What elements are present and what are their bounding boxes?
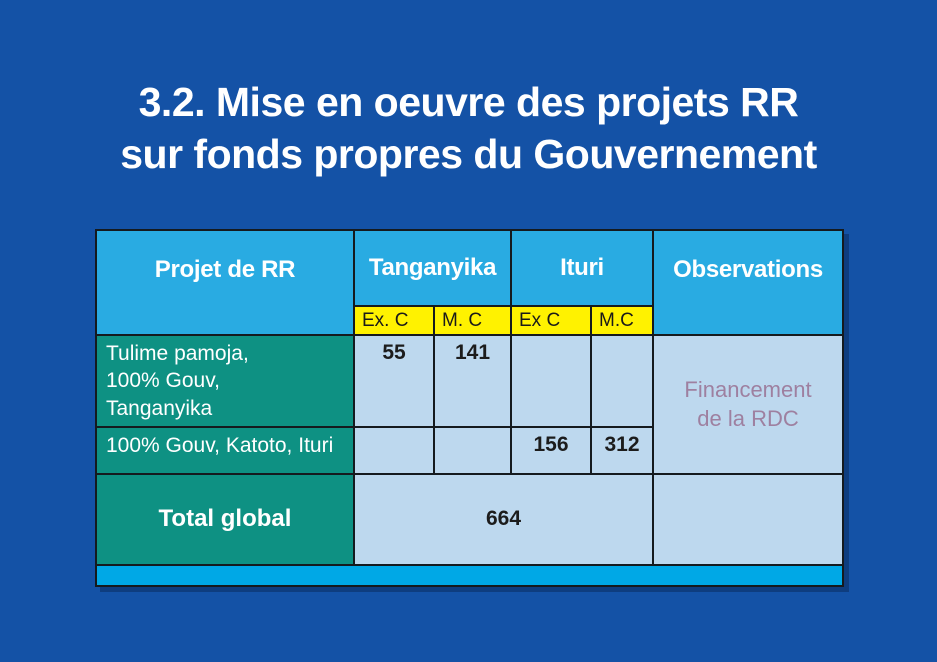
cell-katoto-ituri-ex: 156 <box>511 427 591 474</box>
subheader-cell-ituri-m-c: M.C <box>591 306 653 335</box>
subheader-cell-ituri-ex-c: Ex C <box>511 306 591 335</box>
cell-katoto-tanganyika-mc <box>434 427 511 474</box>
header-cell-ituri: Ituri <box>511 230 653 306</box>
cell-tulime-ituri-ex <box>511 335 591 427</box>
header-cell-observations: Observations <box>653 230 843 335</box>
observations-note-cell: Financement de la RDC <box>653 335 843 474</box>
table-header-row <box>96 230 843 306</box>
subheader-cell-tanganyika-m-c: M. C <box>434 306 511 335</box>
cell-tulime-tanganyika-mc: 141 <box>434 335 511 427</box>
table-footer-bar-row <box>96 565 843 586</box>
table-total-row <box>96 474 843 565</box>
slide-title-line-1: 3.2. Mise en oeuvre des projets RR <box>138 79 799 125</box>
projects-table <box>95 229 844 587</box>
total-observations-empty-cell <box>653 474 843 565</box>
total-label-cell: Total global <box>96 474 354 565</box>
header-cell-projet-de-rr: Projet de RR <box>96 230 354 335</box>
cell-tulime-tanganyika-ex: 55 <box>354 335 434 427</box>
cell-katoto-ituri-mc: 312 <box>591 427 653 474</box>
cell-katoto-tanganyika-ex <box>354 427 434 474</box>
row-label-tulime-pamoja: Tulime pamoja, 100% Gouv, Tanganyika <box>96 335 354 427</box>
slide-title <box>0 76 937 181</box>
header-cell-tanganyika: Tanganyika <box>354 230 511 306</box>
slide-title-line-2: sur fonds propres du Gouvernement <box>120 131 817 178</box>
table-footer-bar <box>96 565 843 586</box>
subheader-cell-tanganyika-ex-c: Ex. C <box>354 306 434 335</box>
cell-tulime-ituri-mc <box>591 335 653 427</box>
row-label-katoto: 100% Gouv, Katoto, Ituri <box>96 427 354 474</box>
total-value-cell: 664 <box>354 474 653 565</box>
table-row-tulime-pamoja <box>96 335 843 427</box>
